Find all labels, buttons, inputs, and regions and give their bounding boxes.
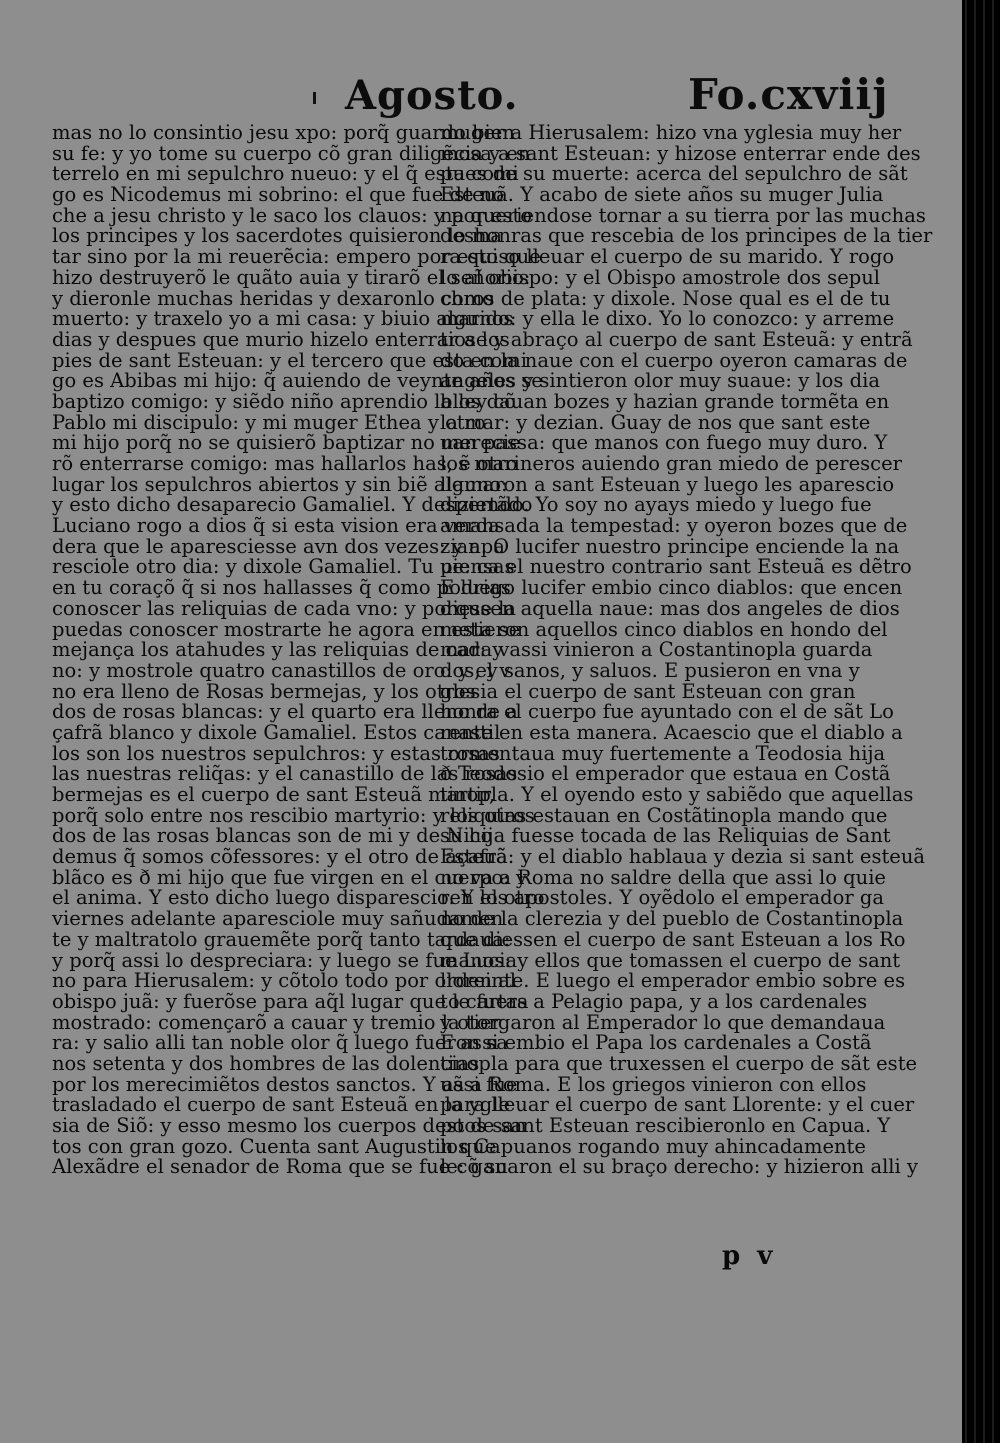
text-line: lo al obispo: y el Obispo amostrole dos sepul [440,265,881,289]
text-line: zian. O lucifer nuestro principe enciende la na [440,534,900,558]
folio-number: Fo.cxviij [688,70,889,119]
text-line: no va a Roma no saldre della que assi lo quie [440,865,886,889]
text-line: po de sant Esteuan rescibieronlo en Capua. Y [440,1114,891,1137]
text-line: metieron aquellos cinco diablos en hondo del [440,617,888,641]
text-line: Esteuã. Y acabo de siete años su muger Julia [440,183,884,207]
text-line: las nuestras reliq̃as: y el canastillo de las rosas [52,762,518,786]
text-line: que diessen el cuerpo de sant Esteuan a los Ro [440,927,906,951]
text-line: los marineros auiendo gran miedo de perescer [440,452,902,475]
text-line: los Capuanos rogando muy ahincadamente [440,1134,866,1158]
text-line: rente en esta manera. Acaescio que el diablo a [440,720,903,744]
text-line: to cartas a Pelagio papa, y a los cardenales [440,989,868,1013]
text-line: le: ganaron el su braço derecho: y hizieron alli y [440,1155,918,1179]
text-line: terrelo en mi sepulchro nueuo: y el q̃ esta comi [52,162,519,186]
text-line: la mar: y dezian. Guay de nos que sant este [440,410,871,434]
text-line: angeles y sintieron olor muy suaue: y los dia [440,369,880,393]
text-line: E luego lucifer embio cinco diablos: que encen [440,576,903,600]
text-line: chros de plata: y dixole. Nose qual es el de tu [440,286,891,310]
text-line: para lleuar el cuerpo de sant Llorente: y el cuer [440,1093,915,1117]
text-line: no era lleno de Rosas bermejas, y los otros [52,679,476,703]
text-line: no para Hierusalem: y cõtolo todo por orden al [52,969,517,993]
text-line: bermejas es el cuerpo de sant Esteuã martir, [52,783,496,806]
text-line: tos con gran gozo. Cuenta sant Augustin que [52,1134,497,1158]
text-line: lugar los sepulchros abiertos y sin biẽ alguno: [52,472,508,496]
text-line: go es Abibas mi hijo: q̃ auiendo de veynte años se [52,369,543,393]
text-line: Pablo mi discipulo: y mi muger Ethea y otro [52,410,486,434]
text-line: do en la naue con el cuerpo oyeron camaras de [440,348,908,372]
text-line: çafrã blanco y dixole Gamaliel. Estos canastil [52,720,501,744]
text-line: baptizo comigo: y siẽdo niño aprendio la ley cõ [52,389,516,413]
text-line: llamaron a sant Esteuan y luego les aparescio [440,472,895,496]
text-line: nos setenta y dos hombres de las dolencias [52,1051,480,1075]
text-line: mejança los atahudes y las reliquias de cada v [52,638,510,662]
text-column-right [440,121,933,1179]
text-line: no de la clerezia y del pueblo de Costantinopla [440,907,904,931]
text-line: dos de rosas blancas: y el quarto era lleno de a [52,700,518,724]
text-line: ra quiso lleuar el cuerpo de su marido. Y rogo [440,245,895,269]
text-line: diziendo. Yo soy no ayays miedo y luego fue [440,493,872,517]
text-line: reliquias estauan en Costãtinopla mando que [440,803,888,827]
text-line: glesia el cuerpo de sant Esteuan con gran [440,679,856,703]
text-line: y otorgaron al Emperador lo que demandaua [440,1010,886,1034]
text-line: los son los nuestros sepulchros: y estas rosas [52,741,500,765]
text-line: los principes y los sacerdotes quisieron lo ma [52,224,502,248]
text-line: tiose y abraço al cuerpo de sant Esteuã: y entrã [440,327,913,351]
text-line: blos dauan bozes y hazian grande tormẽta en [440,389,890,413]
text-line: amansada la tempestad: y oyeron bozes que de [440,514,908,538]
text-line: diessen aquella naue: mas dos angeles de dios [440,596,900,620]
text-line: por los merecimiẽtos destos sanctos. Y assi fue [52,1072,518,1096]
text-line: honra el cuerpo fue ayuntado con el de sãt Lo [440,700,894,724]
text-line: mostrado: començarõ a cauar y tremio la tier [52,1010,501,1034]
text-line: pues de su muerte: acerca del sepulchro de sãt [440,162,908,186]
text-line: E assi embio el Papa los cardenales a Costã [440,1031,872,1055]
text-line: uã a Roma. E los griegos vinieron con ellos [440,1072,867,1096]
text-line: viernes adelante aparesciole muy sañudamen [52,907,504,931]
text-line: muger a Hierusalem: hizo vna yglesia muy her [440,121,902,144]
text-line: obispo juã: y fuerõse para aq̃l lugar que le fuera [52,989,529,1013]
text-line: su fe: y yo tome su cuerpo cõ gran diligẽcia y en [52,141,531,165]
text-line: tinopla. Y el oyendo esto y sabiẽdo que aquellas [440,783,914,806]
text-line: dos de las rosas blancas son de mi y de Nico [52,824,493,848]
text-line: blãco es ð mi hijo que fue virgen en el cuerpo: y [52,865,527,889]
text-line: mar: y assi vinieron a Costantinopla guarda [440,638,873,662]
text-line: dias y despues que murio hizelo enterrar a los [52,327,510,351]
text-line: lloreinte. E luego el emperador embio sobre es [440,969,906,993]
text-line: mi hijo porq̃ no se quisierõ baptizar no merecie [52,431,521,455]
text-line: el anima. Y esto dicho luego disparescio. Y el otro [52,886,545,910]
text-line: trasladado el cuerpo de sant Esteuã en la ygle [52,1093,511,1117]
text-line: go es Nicodemus mi sobrino: el que fue de no [52,183,504,207]
text-line: te y maltratolo grauemẽte porq̃ tanto tardaua: [52,927,511,951]
text-line: en tu coraçõ q̃ si nos hallasses q̃ como podrias [52,576,511,600]
text-line: tormentaua muy fuertemente a Teodosia hija [440,741,886,765]
text-line: resciole otro dia: y dixole Gamaliel. Tu piensas [52,555,515,579]
text-line: muerto: y traxelo yo a mi casa: y biuio algunos [52,307,514,331]
text-line: ren los apostoles. Y oyẽdolo el emperador ga [440,886,885,910]
text-line: sia de Siõ: y esso mesmo los cuerpos destos san [52,1114,527,1137]
running-head-month: Agosto. [345,72,519,119]
text-line: mosa a sant Esteuan: y hizose enterrar ende des [440,141,921,165]
text-column-left [52,121,545,1179]
text-line: y esto dicho desaparecio Gamaliel. Y despertãdo [52,493,533,517]
text-line: porq̃ solo entre nos rescibio martyrio: y los otros [52,803,535,827]
text-line: y dieronle muchas heridas y dexaronlo como [52,286,494,310]
text-line: ue: ca el nuestro contrario sant Esteuã es dẽtro [440,555,912,579]
text-line: marido: y ella le dixo. Yo lo conozco: y arreme [440,307,895,331]
text-line: Luciano rogo a dios q̃ si esta vision era verda [52,514,500,538]
text-line: y porq̃ assi lo despreciara: y luego se fue Lucia [52,948,518,972]
text-line: che a jesu christo y le saco los clauos: y por esto [52,203,533,227]
text-line: pies de sant Esteuan: y el tercero que esta comi [52,348,528,372]
header-mark [313,92,316,104]
text-line: hizo destruyerõ le quãto auia y tirarõ el señorio: [52,265,531,289]
text-line: uan passa: que manos con fuego muy duro. Y [440,431,888,455]
signature-mark: p v [722,1241,777,1271]
text-line: no: y mostrole quatro canastillos de oro: y el v [52,658,511,682]
text-line: tinopla para que truxessen el cuerpo de sãt este [440,1051,918,1075]
text-line: na queriendose tornar a su tierra por las muchas [440,203,926,227]
text-line: ð Teodosio el emperador que estaua en Costã [440,762,891,786]
text-line: demus q̃ somos cõfessores: y el otro de açafrã [52,845,508,869]
text-line: puedas conoscer mostrarte he agora en esta se [52,617,521,641]
text-line: ra: y salio alli tan noble olor q̃ luego fueron sa [52,1031,508,1055]
text-line: mas no lo consintio jesu xpo: porq̃ guardo bien [52,121,515,144]
text-line: su hija fuesse tocada de las Reliquias de Sant [440,824,891,848]
text-line: rõ enterrarse comigo: mas hallarlos has, ẽ otro [52,452,518,475]
text-line: dos, y sanos, y saluos. E pusieron en vna y [440,658,860,682]
text-line: Esteuã: y el diablo hablaua y dezia si sant esteuã [440,845,926,869]
book-gutter [962,0,1000,1443]
text-line: Alexãdre el senador de Roma que se fue cõ su [52,1155,508,1179]
text-line: manos: y ellos que tomassen el cuerpo de sant [440,948,901,972]
text-line: conoscer las reliquias de cada vno: y porque la [52,596,517,620]
text-line: tar sino por la mi reuerẽcia: empero por esto que [52,245,541,269]
text-line: dera que le aparesciesse avn dos vezes: y apa [52,534,505,558]
text-line: deshonras que rescebia de los principes de la tier [440,224,933,248]
